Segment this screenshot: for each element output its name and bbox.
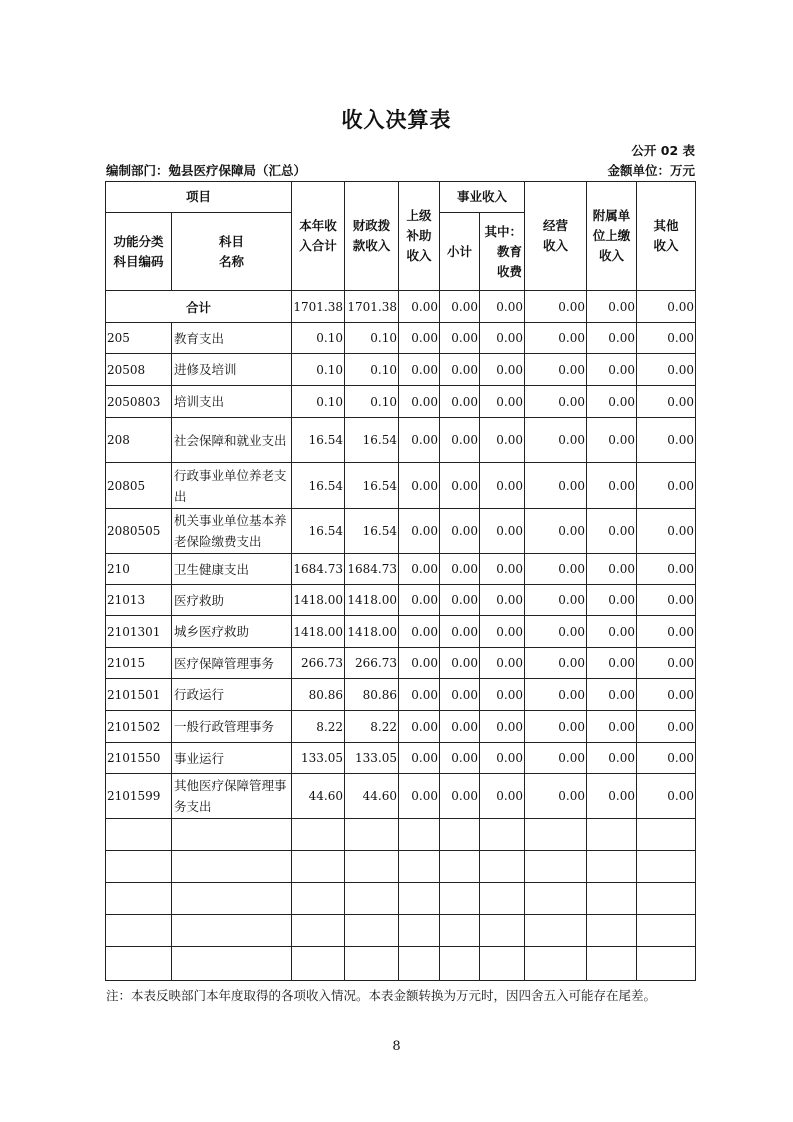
amount-cell: 1418.00 (345, 616, 399, 648)
amount-cell: 0.10 (292, 323, 345, 354)
amount-cell: 0.00 (587, 743, 637, 774)
subject-name: 卫生健康支出 (172, 554, 292, 585)
amount-cell: 0.00 (587, 554, 637, 585)
subject-code: 20508 (106, 354, 172, 386)
subject-code: 2101550 (106, 743, 172, 774)
amount-cell: 0.00 (440, 386, 480, 418)
empty-cell (399, 851, 440, 883)
empty-cell (637, 915, 696, 947)
amount-cell: 0.00 (440, 679, 480, 711)
amount-cell: 0.00 (399, 554, 440, 585)
amount-cell: 0.00 (440, 354, 480, 386)
amount-cell: 1418.00 (292, 585, 345, 616)
empty-cell (525, 851, 587, 883)
amount-cell: 0.00 (440, 616, 480, 648)
empty-cell (480, 819, 525, 851)
department-label: 编制部门：勉县医疗保障局（汇总） (106, 163, 307, 178)
amount-cell: 0.00 (525, 418, 587, 463)
total-row (106, 291, 696, 323)
amount-cell: 0.00 (399, 743, 440, 774)
amount-cell: 0.00 (525, 323, 587, 354)
empty-cell (440, 947, 480, 981)
amount-cell: 0.00 (525, 774, 587, 819)
amount-cell: 0.00 (525, 463, 587, 509)
total-value: 0.00 (587, 291, 637, 323)
empty-cell (480, 883, 525, 915)
empty-cell (292, 851, 345, 883)
amount-cell: 44.60 (345, 774, 399, 819)
table-body (106, 291, 696, 981)
empty-row (106, 883, 696, 915)
empty-cell (440, 883, 480, 915)
amount-cell: 16.54 (292, 463, 345, 509)
table-row (106, 323, 696, 354)
amount-cell: 0.00 (587, 509, 637, 554)
amount-cell: 0.00 (399, 386, 440, 418)
income-table (105, 181, 696, 981)
amount-cell: 0.00 (587, 463, 637, 509)
empty-cell (587, 851, 637, 883)
form-number: 公开 02 表 (631, 143, 695, 158)
header-fiscal: 财政拨 款收入 (345, 182, 399, 291)
amount-cell: 0.00 (637, 418, 696, 463)
amount-cell: 0.00 (587, 585, 637, 616)
subject-code: 208 (106, 418, 172, 463)
page-title: 收入决算表 (341, 108, 452, 132)
empty-cell (480, 915, 525, 947)
empty-cell (525, 915, 587, 947)
amount-cell: 0.00 (637, 354, 696, 386)
empty-cell (587, 883, 637, 915)
empty-cell (106, 851, 172, 883)
empty-cell (440, 851, 480, 883)
empty-cell (637, 819, 696, 851)
amount-cell: 16.54 (345, 463, 399, 509)
subject-code: 2101502 (106, 711, 172, 743)
amount-cell: 1684.73 (345, 554, 399, 585)
amount-cell: 0.00 (480, 585, 525, 616)
amount-cell: 0.00 (480, 616, 525, 648)
empty-cell (637, 883, 696, 915)
empty-cell (172, 819, 292, 851)
empty-cell (106, 947, 172, 981)
amount-cell: 0.00 (525, 386, 587, 418)
amount-cell: 0.00 (525, 616, 587, 648)
amount-cell: 0.00 (525, 711, 587, 743)
subject-name: 社会保障和就业支出 (172, 418, 292, 463)
total-label: 合计 (106, 291, 292, 323)
amount-cell: 0.00 (480, 354, 525, 386)
amount-cell: 0.00 (440, 711, 480, 743)
amount-cell: 0.00 (440, 648, 480, 679)
empty-cell (587, 915, 637, 947)
header-name: 科目 名称 (172, 213, 292, 291)
amount-cell: 0.00 (587, 386, 637, 418)
amount-cell: 0.00 (440, 323, 480, 354)
subject-name: 其他医疗保障管理事务支出 (172, 774, 292, 819)
total-value: 0.00 (440, 291, 480, 323)
empty-cell (345, 915, 399, 947)
amount-cell: 0.00 (525, 679, 587, 711)
empty-cell (172, 851, 292, 883)
amount-cell: 0.00 (480, 323, 525, 354)
amount-cell: 16.54 (345, 509, 399, 554)
table-row (106, 648, 696, 679)
amount-cell: 0.00 (587, 418, 637, 463)
empty-cell (587, 947, 637, 981)
amount-cell: 0.00 (525, 354, 587, 386)
subject-code: 2050803 (106, 386, 172, 418)
subject-name: 行政运行 (172, 679, 292, 711)
amount-cell: 0.00 (440, 509, 480, 554)
amount-cell: 0.00 (587, 354, 637, 386)
subject-name: 教育支出 (172, 323, 292, 354)
amount-cell: 0.00 (525, 509, 587, 554)
subject-code: 210 (106, 554, 172, 585)
amount-cell: 0.10 (292, 386, 345, 418)
table-row (106, 616, 696, 648)
table-row (106, 386, 696, 418)
table-row (106, 743, 696, 774)
amount-cell: 0.00 (399, 585, 440, 616)
amount-cell: 0.10 (345, 386, 399, 418)
empty-cell (399, 947, 440, 981)
total-value: 0.00 (637, 291, 696, 323)
amount-cell: 0.00 (637, 774, 696, 819)
subject-name: 城乡医疗救助 (172, 616, 292, 648)
subject-name: 一般行政管理事务 (172, 711, 292, 743)
empty-row (106, 947, 696, 981)
empty-cell (525, 883, 587, 915)
amount-cell: 0.00 (440, 774, 480, 819)
subject-code: 2101501 (106, 679, 172, 711)
amount-cell: 44.60 (292, 774, 345, 819)
subject-code: 21013 (106, 585, 172, 616)
empty-cell (637, 851, 696, 883)
amount-cell: 0.00 (440, 743, 480, 774)
empty-cell (399, 883, 440, 915)
page-number: 8 (392, 1039, 401, 1054)
subject-name: 进修及培训 (172, 354, 292, 386)
amount-cell: 1684.73 (292, 554, 345, 585)
header-total: 本年收 入合计 (292, 182, 345, 291)
empty-cell (399, 915, 440, 947)
footnote: 注：本表反映部门本年度取得的各项收入情况。本表金额转换为万元时，因四舍五入可能存在尾差。 (106, 988, 657, 1003)
amount-cell: 0.00 (525, 743, 587, 774)
subject-code: 21015 (106, 648, 172, 679)
empty-cell (292, 819, 345, 851)
header-operating: 经营 收入 (525, 182, 587, 291)
empty-cell (292, 883, 345, 915)
amount-cell: 0.10 (292, 354, 345, 386)
amount-cell: 0.00 (399, 648, 440, 679)
empty-cell (480, 947, 525, 981)
amount-cell: 0.00 (399, 679, 440, 711)
amount-cell: 1418.00 (345, 585, 399, 616)
amount-cell: 0.00 (525, 648, 587, 679)
empty-row (106, 819, 696, 851)
empty-cell (172, 947, 292, 981)
amount-cell: 133.05 (292, 743, 345, 774)
amount-cell: 0.00 (637, 648, 696, 679)
amount-cell: 0.00 (399, 509, 440, 554)
table-row (106, 554, 696, 585)
empty-cell (345, 883, 399, 915)
empty-cell (440, 915, 480, 947)
amount-cell: 0.00 (399, 711, 440, 743)
empty-cell (440, 819, 480, 851)
header-other: 其他 收入 (637, 182, 696, 291)
empty-cell (172, 883, 292, 915)
empty-cell (292, 947, 345, 981)
amount-cell: 0.00 (399, 323, 440, 354)
amount-cell: 0.00 (587, 711, 637, 743)
header-item: 项目 (106, 182, 292, 213)
empty-cell (106, 883, 172, 915)
amount-cell: 266.73 (345, 648, 399, 679)
amount-cell: 0.10 (345, 354, 399, 386)
amount-cell: 0.00 (587, 679, 637, 711)
header-education: 其中： 教育 收费 (480, 213, 525, 291)
amount-cell: 0.00 (480, 648, 525, 679)
amount-cell: 0.00 (440, 463, 480, 509)
subject-name: 医疗救助 (172, 585, 292, 616)
amount-cell: 0.00 (480, 418, 525, 463)
amount-cell: 0.00 (480, 554, 525, 585)
amount-cell: 0.00 (480, 711, 525, 743)
amount-cell: 0.00 (637, 616, 696, 648)
subject-name: 医疗保障管理事务 (172, 648, 292, 679)
amount-cell: 0.00 (637, 554, 696, 585)
header-subtotal: 小计 (440, 213, 480, 291)
amount-cell: 0.00 (399, 354, 440, 386)
amount-cell: 80.86 (345, 679, 399, 711)
amount-cell: 0.00 (399, 463, 440, 509)
empty-cell (172, 915, 292, 947)
subject-code: 2080505 (106, 509, 172, 554)
amount-cell: 0.00 (480, 463, 525, 509)
amount-cell: 0.00 (637, 743, 696, 774)
amount-cell: 266.73 (292, 648, 345, 679)
amount-cell: 1418.00 (292, 616, 345, 648)
subject-name: 行政事业单位养老支出 (172, 463, 292, 509)
subject-code: 205 (106, 323, 172, 354)
amount-cell: 8.22 (292, 711, 345, 743)
amount-cell: 0.10 (345, 323, 399, 354)
amount-cell: 0.00 (587, 616, 637, 648)
amount-cell: 80.86 (292, 679, 345, 711)
amount-cell: 0.00 (399, 616, 440, 648)
table-row (106, 679, 696, 711)
empty-row (106, 915, 696, 947)
empty-cell (480, 851, 525, 883)
amount-cell: 8.22 (345, 711, 399, 743)
amount-cell: 0.00 (587, 648, 637, 679)
table-row (106, 354, 696, 386)
amount-cell: 0.00 (399, 418, 440, 463)
empty-cell (637, 947, 696, 981)
amount-cell: 16.54 (292, 418, 345, 463)
amount-cell: 0.00 (637, 386, 696, 418)
total-value: 1701.38 (292, 291, 345, 323)
amount-cell: 0.00 (637, 711, 696, 743)
table-row (106, 774, 696, 819)
amount-cell: 0.00 (637, 463, 696, 509)
total-value: 1701.38 (345, 291, 399, 323)
amount-cell: 0.00 (480, 509, 525, 554)
table-row (106, 509, 696, 554)
amount-cell: 0.00 (637, 585, 696, 616)
table-row (106, 585, 696, 616)
empty-cell (106, 915, 172, 947)
amount-cell: 16.54 (345, 418, 399, 463)
header-business: 事业收入 (440, 182, 525, 213)
amount-cell: 0.00 (525, 585, 587, 616)
empty-cell (525, 947, 587, 981)
amount-cell: 0.00 (587, 774, 637, 819)
subject-code: 2101599 (106, 774, 172, 819)
table-row (106, 711, 696, 743)
subject-code: 20805 (106, 463, 172, 509)
amount-cell: 133.05 (345, 743, 399, 774)
amount-cell: 0.00 (637, 323, 696, 354)
amount-cell: 0.00 (480, 679, 525, 711)
empty-row (106, 851, 696, 883)
amount-cell: 0.00 (440, 418, 480, 463)
total-value: 0.00 (399, 291, 440, 323)
amount-cell: 0.00 (525, 554, 587, 585)
subject-code: 2101301 (106, 616, 172, 648)
empty-cell (345, 947, 399, 981)
amount-cell: 0.00 (587, 323, 637, 354)
empty-cell (106, 819, 172, 851)
amount-cell: 16.54 (292, 509, 345, 554)
empty-cell (345, 819, 399, 851)
header-code: 功能分类 科目编码 (106, 213, 172, 291)
total-value: 0.00 (525, 291, 587, 323)
subject-name: 事业运行 (172, 743, 292, 774)
amount-cell: 0.00 (637, 679, 696, 711)
empty-cell (587, 819, 637, 851)
table-row (106, 418, 696, 463)
total-value: 0.00 (480, 291, 525, 323)
table-row (106, 463, 696, 509)
amount-cell: 0.00 (480, 774, 525, 819)
amount-cell: 0.00 (480, 743, 525, 774)
amount-cell: 0.00 (637, 509, 696, 554)
amount-cell: 0.00 (480, 386, 525, 418)
empty-cell (399, 819, 440, 851)
subject-name: 机关事业单位基本养老保险缴费支出 (172, 509, 292, 554)
empty-cell (525, 819, 587, 851)
header-affiliated: 附属单 位上缴 收入 (587, 182, 637, 291)
amount-cell: 0.00 (440, 585, 480, 616)
amount-cell: 0.00 (440, 554, 480, 585)
empty-cell (345, 851, 399, 883)
amount-cell: 0.00 (399, 774, 440, 819)
subject-name: 培训支出 (172, 386, 292, 418)
amount-unit-label: 金额单位：万元 (607, 163, 695, 178)
header-superior: 上级 补助 收入 (399, 182, 440, 291)
empty-cell (292, 915, 345, 947)
